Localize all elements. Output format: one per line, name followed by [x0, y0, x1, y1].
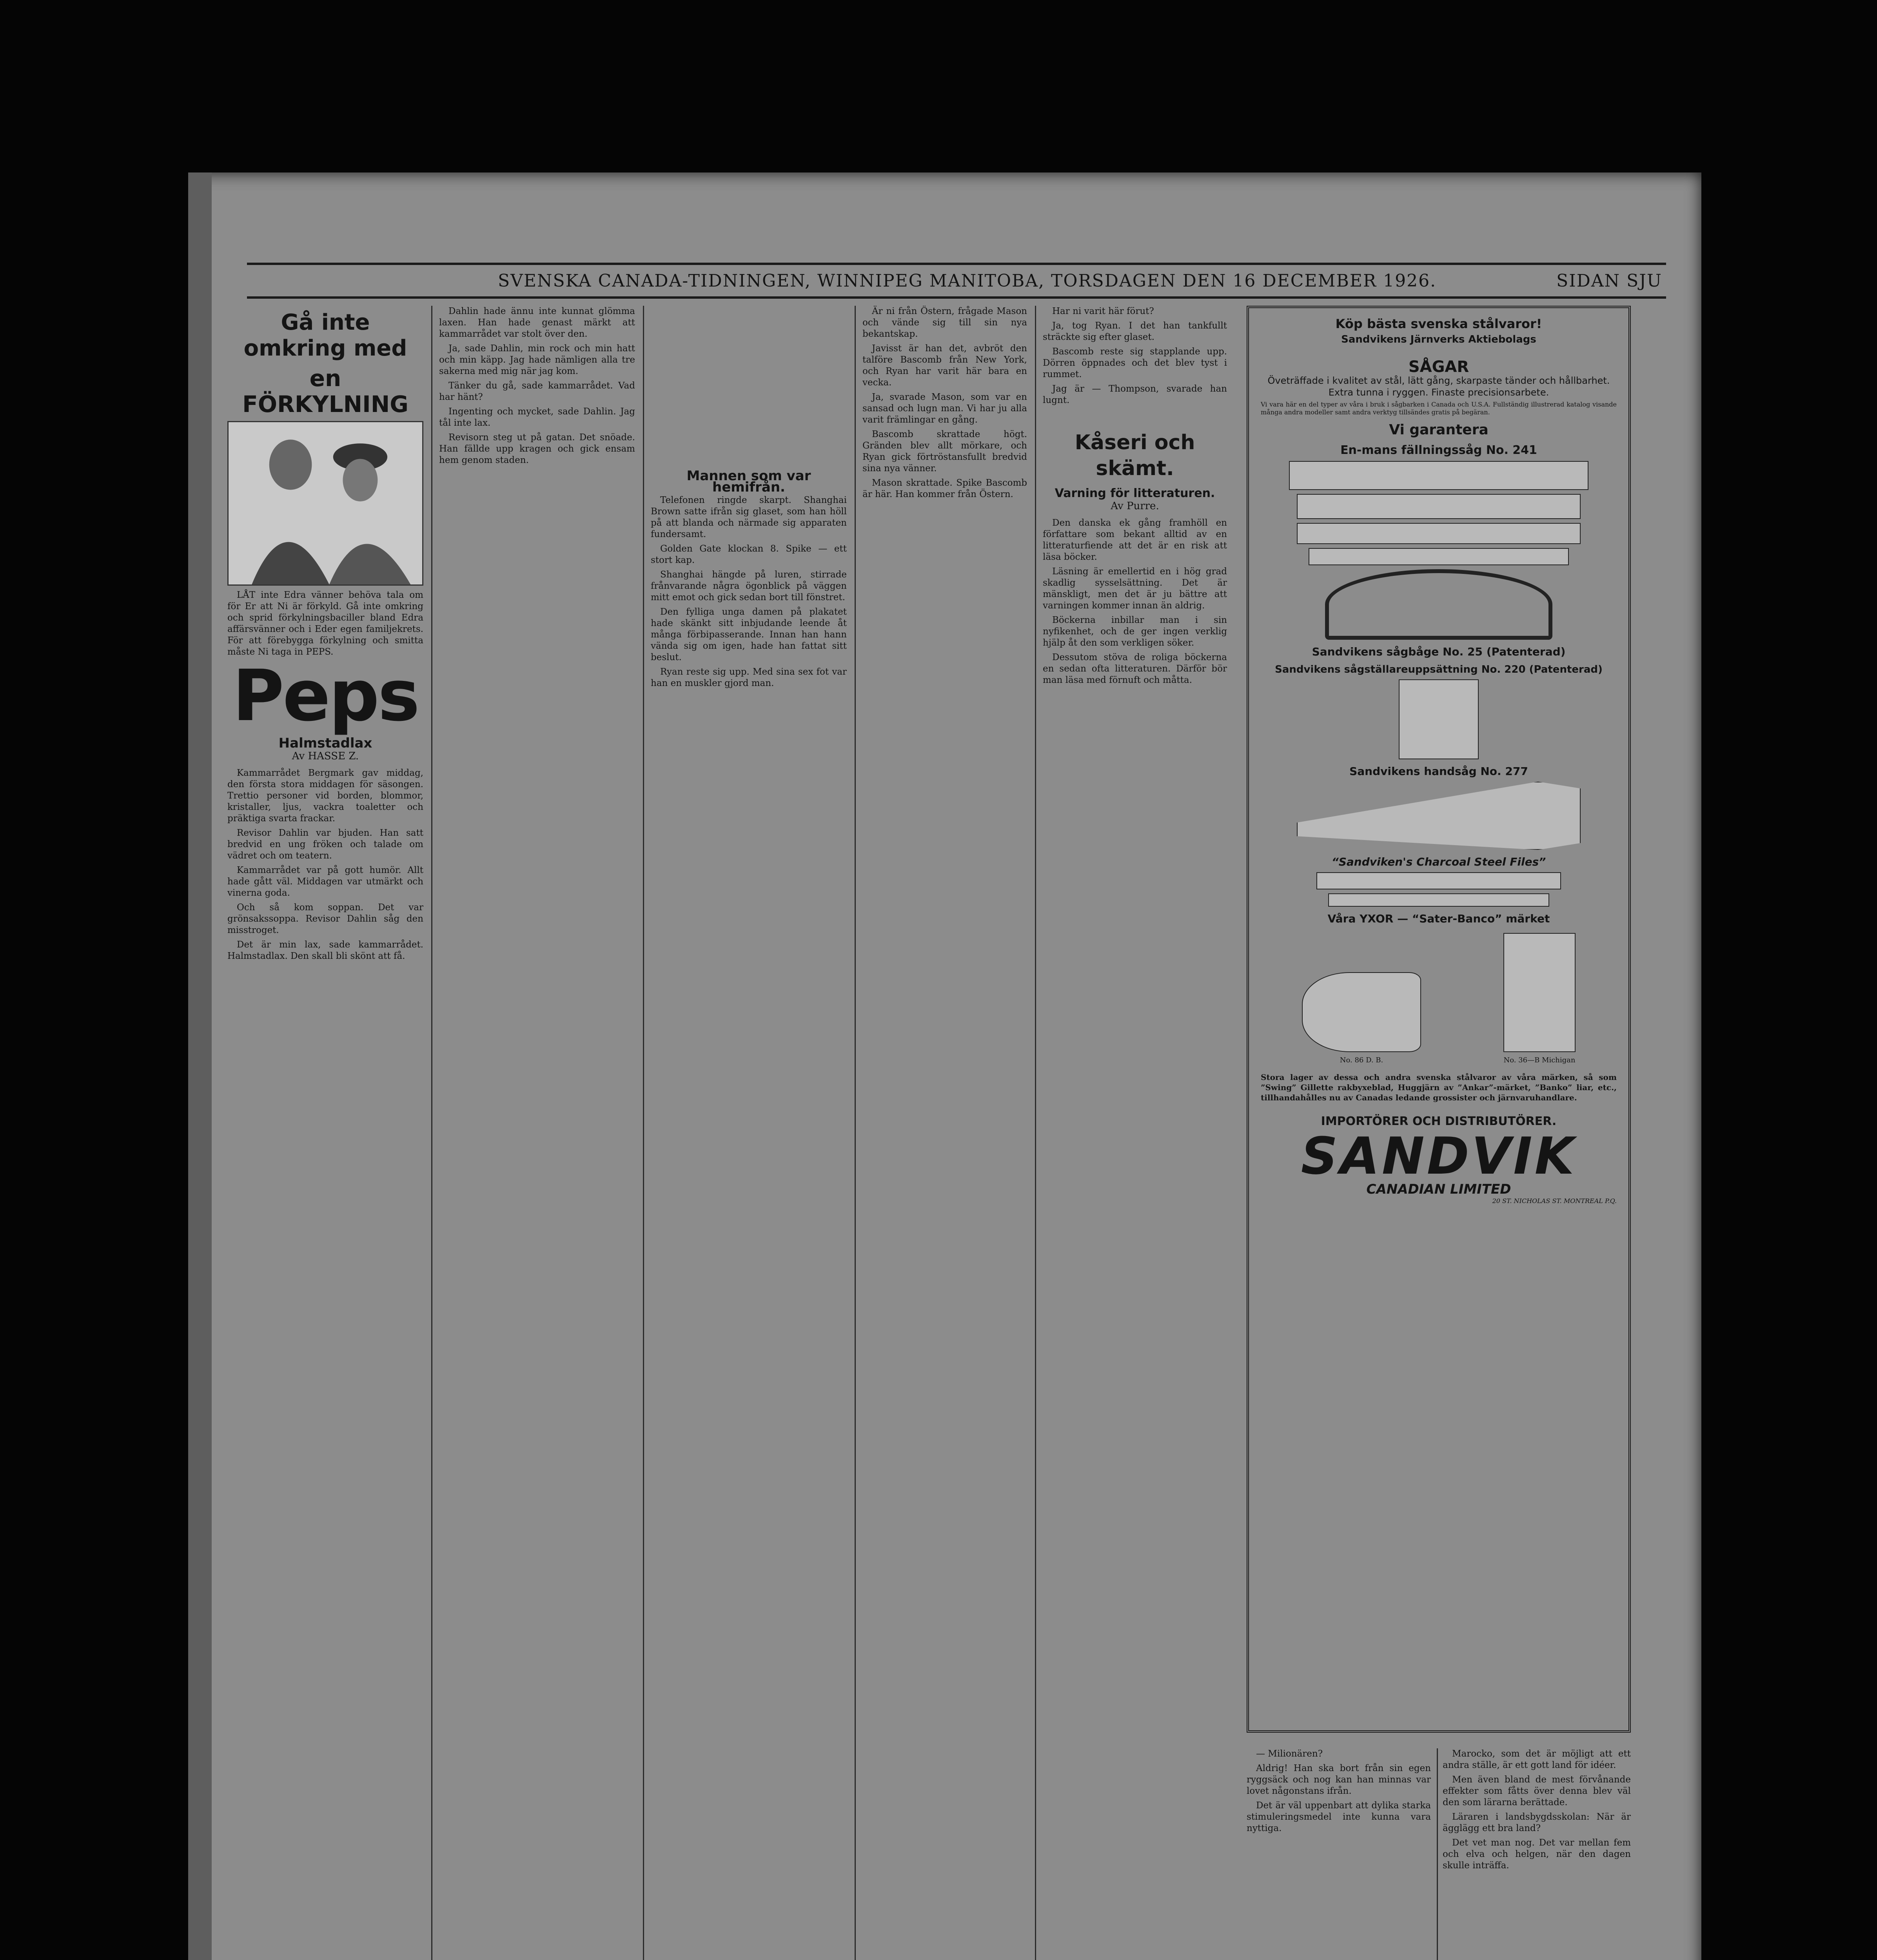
file-illustration — [1328, 893, 1549, 907]
story-7-paragraph: Men även bland de mest förvånande effekter som fåtts över denna blev väl den som lärarna berättade. — [1443, 1775, 1631, 1808]
axe-2 — [1503, 929, 1576, 1064]
sandvik-sagar: SÅGAR — [1408, 358, 1469, 376]
column-rule — [1035, 306, 1036, 1960]
story-3-paragraph: Telefonen ringde skarpt. Shanghai Brown satte ifrån sig glaset, som han höll på att blanda och närmade sig apparaten fundersamt. — [651, 495, 847, 539]
story-4-paragraph: Ja, svarade Mason, som var en sansad och lugn man. Vi har ju alla varit främlingar en gång. — [862, 392, 1027, 425]
product-hand-saw: Sandvikens handsåg No. 277 — [1349, 765, 1528, 778]
hand-saw-illustration — [1297, 782, 1581, 850]
story-3-paragraph: Golden Gate klockan 8. Spike — ett stort kap. — [651, 544, 847, 565]
story-5-paragraph: Jag är — Thompson, svarade han lugnt. — [1043, 384, 1227, 405]
column-7 — [1443, 1748, 1631, 1960]
sandvik-importers: IMPORTÖRER OCH DISTRIBUTÖRER. — [1321, 1114, 1557, 1128]
story-4-paragraph: Bascomb skrattade högt. Gränden blev allt mörkare, och Ryan gick förtröstansfullt bredvid sina nya vänner. — [862, 429, 1027, 474]
cold-ad-headline-2: en FÖRKYLNING — [242, 365, 408, 417]
axe-illustrations — [1261, 929, 1617, 1064]
column-rule — [855, 306, 856, 1960]
axe-2-illustration — [1503, 933, 1576, 1052]
saw-blade-illustration — [1297, 523, 1581, 544]
file-illustration — [1316, 872, 1561, 889]
story-1-paragraph: Kammarrådet Bergmark gav middag, den första stora middagen för säsongen. Trettio personer vid borden, blommor, kristaller, ljus, vackra toaletter och präktiga svarta frackar. — [227, 768, 423, 824]
kaseri-paragraph: Dessutom stöva de roliga böckerna en sedan ofta litteraturen. Därför bör man läsa med förnuft och måtta. — [1043, 652, 1227, 685]
sandvik-company-line: Sandvikens Järnverks Aktiebolags — [1341, 334, 1536, 345]
felling-saw-illustration — [1289, 461, 1588, 490]
sandvik-intro: Vi vara här en del typer av våra i bruk i sågbarken i Canada och U.S.A. Fullständig illustrerad katalog visande många andra modeller samt andra verktyg tillsändes gratis på begäran. — [1261, 401, 1617, 416]
cold-ad-headline-1: Gå inte omkring med — [243, 310, 407, 361]
masthead-publication: SVENSKA CANADA-TIDNINGEN, WINNIPEG MANITOBA, TORSDAGEN DEN 16 DECEMBER 1926. — [498, 270, 1437, 291]
story-5-paragraph: Bascomb reste sig stapplande upp. Dörren öppnades och det blev tyst i rummet. — [1043, 347, 1227, 379]
story-6-paragraph: Det är väl uppenbart att dylika starka stimuleringsmedel inte kunna vara nyttiga. — [1247, 1800, 1431, 1833]
story-1-paragraph: Revisor Dahlin var bjuden. Han satt bredvid en ung fröken och talade om vädret och om teatern. — [227, 828, 423, 861]
masthead — [247, 263, 1666, 299]
story-1-byline: Av HASSE Z. — [292, 750, 359, 762]
page-number: SIDAN SJU — [1556, 270, 1662, 291]
kaseri-byline: Av Purre. — [1111, 500, 1159, 512]
kaseri-section-title: Kåseri och skämt. — [1075, 431, 1195, 480]
column-5 — [1043, 306, 1227, 1960]
sandvik-advertisement — [1247, 306, 1631, 1733]
product-files: “Sandviken's Charcoal Steel Files” — [1331, 855, 1546, 868]
story-2-paragraph: Tänker du gå, sade kammarrådet. Vad har hänt? — [439, 381, 635, 402]
column-2 — [439, 306, 635, 1960]
column-rule — [431, 306, 432, 1960]
column-4 — [862, 306, 1027, 1960]
story-4-paragraph: Är ni från Östern, frågade Mason och vände sig till sin nya bekantskap. — [862, 306, 1027, 339]
sandvik-tagline: Öveträffade i kvalitet av stål, lätt gång, skarpaste tänder och hållbarhet. Extra tunna i ryggen. Finaste precisionsarbete. — [1267, 375, 1610, 398]
axe-1 — [1302, 968, 1421, 1064]
story-6-paragraph: — Milionären? — [1256, 1749, 1323, 1759]
peps-brand: Peps — [232, 655, 418, 737]
column-rule — [643, 306, 644, 1960]
story-1-title: Halmstadlax — [278, 735, 372, 751]
story-2-paragraph: Revisorn steg ut på gatan. Det snöade. Han fällde upp kragen och gick ensam hem genom staden. — [439, 432, 635, 465]
axe-1-illustration — [1302, 972, 1421, 1052]
column-rule — [1437, 1748, 1438, 1960]
story-7-paragraph: Läraren i landsbygdsskolan: När är ägglägg ett bra land? — [1443, 1812, 1631, 1833]
story-2-paragraph: Ingenting och mycket, sade Dahlin. Jag tål inte lax. — [439, 407, 635, 428]
story-2-paragraph: Ja, sade Dahlin, min rock och min hatt och min käpp. Jag hade nämligen alla tre sakerna med mig när jag kom. — [439, 343, 635, 376]
story-1-paragraph: Det är min lax, sade kammarrådet. Halmstadlax. Den skall bli skönt att få. — [227, 940, 423, 961]
story-4-paragraph: Mason skrattade. Spike Bascomb är här. Han kommer från Östern. — [862, 478, 1027, 499]
axe-2-label: No. 36—B Michigan — [1503, 1056, 1576, 1064]
story-6-paragraph: Aldrig! Han ska bort från sin egen ryggsäck och nog kan han minnas var lovet någonstans ifrån. — [1247, 1763, 1431, 1796]
sandvik-canadian-limited: CANADIAN LIMITED — [1366, 1181, 1511, 1197]
story-2-paragraph: Dahlin hade ännu inte kunnat glömma laxen. Han hade genast märkt att kammarrådet var stolt över den. — [439, 306, 635, 339]
kaseri-sub-title: Varning för litteraturen. — [1055, 486, 1215, 500]
story-4-paragraph: Javisst är han det, avbröt den talföre Bascomb från New York, och Ryan har varit här bara en vecka. — [862, 343, 1027, 388]
story-3-title: Mannen som var hemifrån. — [686, 468, 811, 495]
saw-blade-illustration — [1309, 548, 1569, 565]
story-7-paragraph: Det vet man nog. Det var mellan fem och elva och helgen, när den dagen skulle inträffa. — [1443, 1838, 1631, 1871]
story-3-paragraph: Shanghai hängde på luren, stirrade frånvarande några ögonblick på väggen mitt emot och gick sedan bort till fönstret. — [651, 570, 847, 603]
story-5-paragraph: Har ni varit här förut? — [1052, 306, 1154, 316]
product-bow-saw: Sandvikens sågbåge No. 25 (Patenterad) — [1312, 645, 1566, 658]
bow-saw-illustration — [1325, 569, 1552, 640]
story-3-paragraph: Den fylliga unga damen på plakatet hade skänkt sitt inbjudande leende åt många förbipasserande. Innan han hann vända sig om igen, hade han fattat sitt beslut. — [651, 607, 847, 662]
sandvik-address: 20 ST. NICHOLAS ST. MONTREAL P.Q. — [1492, 1197, 1617, 1205]
saw-set-illustration — [1399, 679, 1479, 759]
page-margin-shadow — [188, 172, 212, 1960]
product-saw-set: Sandvikens sågställareuppsättning No. 220 (Patenterad) — [1275, 664, 1603, 675]
story-5-paragraph: Ja, tog Ryan. I det han tankfullt sträckte sig efter glaset. — [1043, 321, 1227, 342]
story-1-paragraph: Och så kom soppan. Det var grönsakssoppa. Revisor Dahlin såg den misstroget. — [227, 902, 423, 935]
column-1 — [227, 306, 423, 1960]
kaseri-paragraph: Den danska ek gång framhöll en författare som bekant alltid av en litteraturfiende att det är en risk att läsa böcker. — [1043, 518, 1227, 562]
sandvik-stock-note: Stora lager av dessa och andra svenska stålvaror av våra märken, så som ”Swing” Gillette rakbyxeblad, Huggjärn av ”Ankar”-märket, ”Banko” liar, etc., tillhandahålles nu av Canadas ledande grossister och järnvaruhandlare. — [1261, 1073, 1617, 1102]
column-3 — [651, 306, 847, 1960]
cold-ad-body: LÅT inte Edra vänner behöva tala om för Er att Ni är förkyld. Gå inte omkring och sprid förkylningsbaciller bland Edra affärsvänner och i Eder egen familjekrets. För att förebygga förkylning och smitta måste Ni taga in PEPS. — [227, 590, 423, 657]
sandvik-logo: SANDVIK — [1301, 1126, 1577, 1186]
column-6 — [1247, 1748, 1431, 1960]
saw-blade-illustration — [1297, 494, 1581, 519]
sandvik-guarantee: Vi garantera — [1389, 422, 1489, 438]
sandvik-headline: Köp bästa svenska stålvaror! — [1335, 316, 1542, 331]
story-3-paragraph: Ryan reste sig upp. Med sina sex fot var han en muskler gjord man. — [651, 667, 847, 688]
kaseri-paragraph: Böckerna inbillar man i sin nyfikenhet, och de ger ingen verklig hjälp åt den som verkligen söker. — [1043, 615, 1227, 648]
cold-ad-illustration — [227, 421, 423, 586]
story-1-paragraph: Kammarrådet var på gott humör. Allt hade gått väl. Middagen var utmärkt och vinerna goda. — [227, 865, 423, 898]
product-felling-saw: En-mans fällningssåg No. 241 — [1340, 443, 1537, 457]
kaseri-paragraph: Läsning är emellertid en i hög grad skadlig sysselsättning. Det är mänskligt, men det är ju bättre att varningen kommer innan än aldrig. — [1043, 566, 1227, 611]
story-7-paragraph: Marocko, som det är möjligt att ett andra ställe, är ett gott land för idéer. — [1443, 1749, 1631, 1770]
product-axes: Våra YXOR — “Sater-Banco” märket — [1327, 912, 1550, 925]
axe-1-label: No. 86 D. B. — [1340, 1056, 1383, 1064]
newspaper-page — [188, 172, 1701, 1960]
